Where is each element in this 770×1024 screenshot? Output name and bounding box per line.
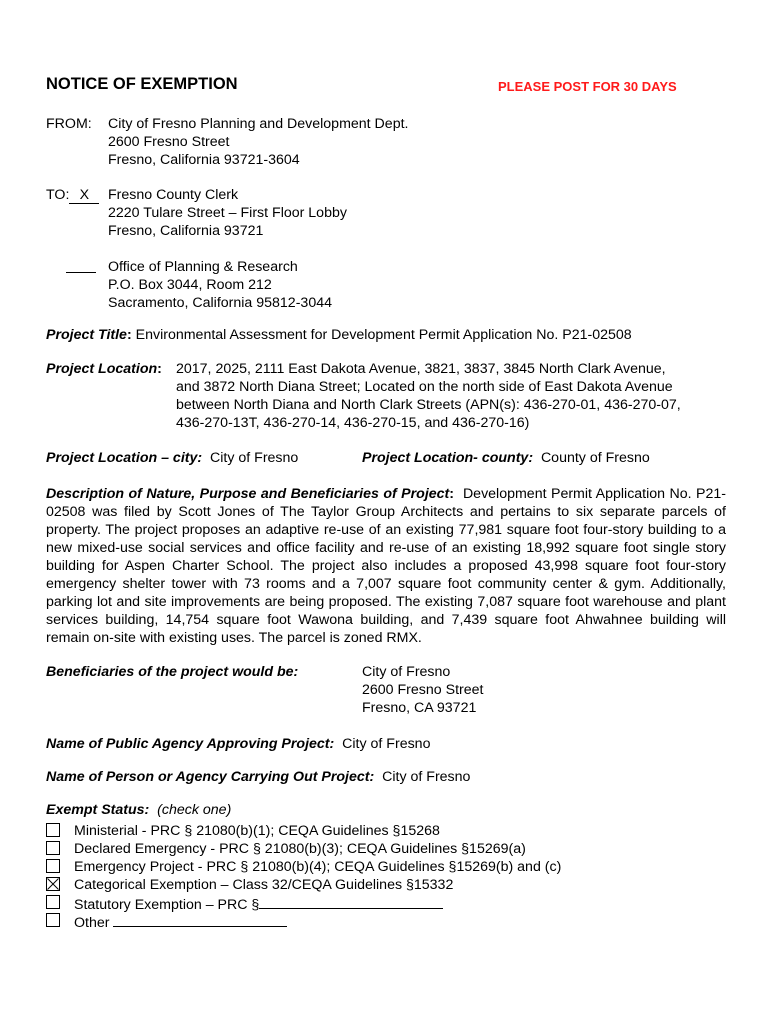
description-label: Description of Nature, Purpose and Beneficiaries of Project [46, 486, 450, 502]
checkbox-categorical-exemption[interactable] [46, 877, 60, 891]
project-title-value: Environmental Assessment for Development Permit Application No. P21-02508 [135, 327, 632, 343]
county-clerk-line-3: Fresno, California 93721 [108, 223, 264, 239]
checkbox-declared-emergency[interactable] [46, 841, 60, 855]
project-location-line-3: between North Diana and North Clark Streets (APN(s): 436-270-01, 436-270-07, [176, 397, 681, 413]
county-clerk-line-1: Fresno County Clerk [108, 187, 239, 203]
description-paragraph: Description of Nature, Purpose and Beneficiaries of Project: Development Permit Application No. P21-02508 was filed by Scott Jones of The Taylor Group Architects and pertains to six separate parcels of property. The project proposes an adaptive re-use of an existing 77,981 square foot four-story building to a new mixed-use social services and office facility and re-use of an existing 18,992 square foot single story building for Aspen Charter School. The project also includes a proposed 43,998 square foot four-story emergency shelter tower with 73 rooms and a 7,007 square foot community center & gym. Additionally, parking lot and site improvements are being proposed. The existing 7,087 square foot warehouse and plant services building, 14,754 square foot Wawona building, and 7,439 square foot Ahwahnee building will remain on-site with existing uses. The parcel is zoned RMX. [46, 486, 727, 646]
statutory-blank-2[interactable] [343, 894, 443, 909]
option-statutory-exemption: Statutory Exemption – PRC § [74, 894, 443, 914]
project-title-row: Project Title: Environmental Assessment for Development Permit Application No. P21-02508 [46, 327, 632, 343]
statutory-blank-1[interactable] [259, 894, 343, 909]
opr-blank-line [66, 272, 96, 273]
option-emergency-project: Emergency Project - PRC § 21080(b)(4); CEQA Guidelines §15269(b) and (c) [74, 859, 562, 875]
location-county: Project Location- county: County of Fresno [362, 450, 650, 466]
checkbox-statutory-exemption[interactable] [46, 895, 60, 909]
checkbox-ministerial[interactable] [46, 823, 60, 837]
project-location-line-4: 436-270-13T, 436-270-14, 436-270-15, and 436-270-16) [176, 415, 530, 431]
other-blank[interactable] [113, 912, 287, 927]
page-title: NOTICE OF EXEMPTION [46, 75, 238, 93]
to-label [46, 186, 99, 204]
beneficiaries-line-3: Fresno, CA 93721 [362, 700, 477, 716]
to-label-text: TO: [46, 187, 70, 203]
option-declared-emergency: Declared Emergency - PRC § 21080(b)(3); CEQA Guidelines §15269(a) [74, 841, 526, 857]
project-title-label: Project Title [46, 327, 127, 343]
from-line-3: Fresno, California 93721-3604 [108, 152, 300, 168]
county-clerk-line-2: 2220 Tulare Street – First Floor Lobby [108, 205, 347, 221]
carrying-out-agency: Name of Person or Agency Carrying Out Project: City of Fresno [46, 769, 471, 785]
option-categorical-exemption: Categorical Exemption – Class 32/CEQA Guidelines §15332 [74, 877, 454, 893]
checkbox-other[interactable] [46, 913, 60, 927]
description-text: Development Permit Application No. P21-02508 was filed by Scott Jones of The Taylor Group Architects and pertains to six separate parcels of property. The project proposes an adaptive re-use of an existing 77,981 square foot four-story building to a new mixed-use social services and office facility and re-use of an existing 18,992 square foot single story building for Aspen Charter School. The project also includes a proposed 43,998 square foot four-story emergency shelter tower with 73 rooms and a 7,007 square foot community center & gym. Additionally, parking lot and site improvements are being proposed. The existing 7,087 square foot warehouse and plant services building, 14,754 square foot Wawona building, and 7,439 square foot Ahwahnee building will remain on-site with existing uses. The parcel is zoned RMX. [46, 486, 727, 646]
from-label: FROM: [46, 116, 92, 132]
beneficiaries-label: Beneficiaries of the project would be: [46, 664, 299, 680]
post-notice: PLEASE POST FOR 30 DAYS [498, 79, 677, 94]
exempt-status-heading: Exempt Status: (check one) [46, 802, 232, 818]
check-x-icon [47, 878, 59, 890]
project-location-line-1: 2017, 2025, 2111 East Dakota Avenue, 3821, 3837, 3845 North Clark Avenue, [176, 361, 666, 377]
opr-line-2: P.O. Box 3044, Room 212 [108, 277, 272, 293]
from-line-2: 2600 Fresno Street [108, 134, 230, 150]
opr-line-3: Sacramento, California 95812-3044 [108, 295, 332, 311]
checkbox-emergency-project[interactable] [46, 859, 60, 873]
project-location-line-2: and 3872 North Diana Street; Located on the north side of East Dakota Avenue [176, 379, 673, 395]
location-city: Project Location – city: City of Fresno [46, 450, 299, 466]
beneficiaries-line-2: 2600 Fresno Street [362, 682, 484, 698]
option-other: Other [74, 912, 287, 932]
option-ministerial: Ministerial - PRC § 21080(b)(1); CEQA Guidelines §15268 [74, 823, 440, 839]
from-line-1: City of Fresno Planning and Development Dept. [108, 116, 409, 132]
opr-line-1: Office of Planning & Research [108, 259, 298, 275]
beneficiaries-line-1: City of Fresno [362, 664, 451, 680]
project-location-label: Project Location: [46, 361, 162, 377]
to-mark: X [69, 188, 99, 204]
approving-agency: Name of Public Agency Approving Project: City of Fresno [46, 736, 431, 752]
